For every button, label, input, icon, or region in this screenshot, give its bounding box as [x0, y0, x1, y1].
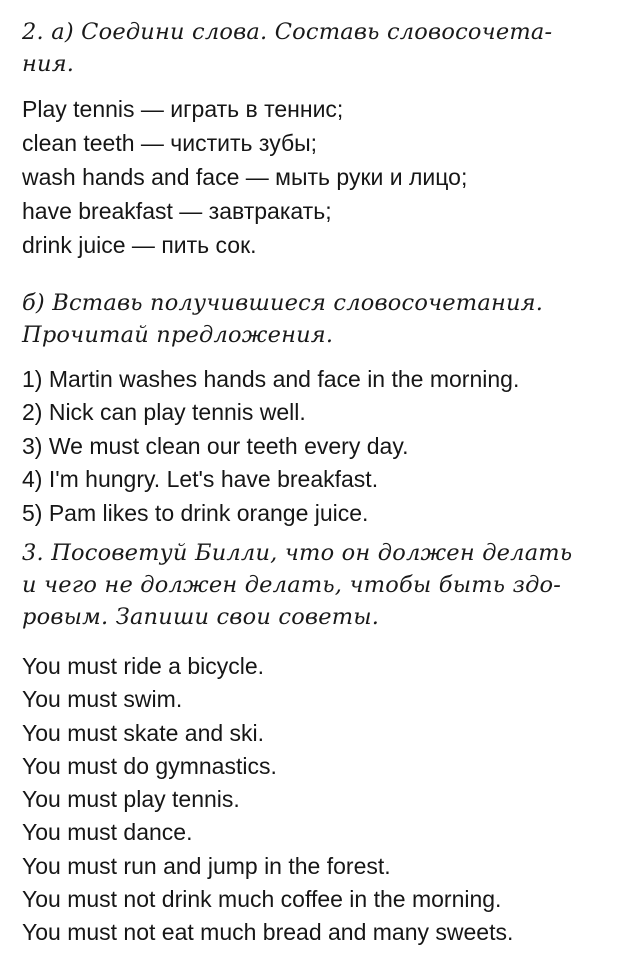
advice-item: You must dance. — [22, 819, 193, 846]
instruction-line: б) Вставь получившиеся словосочетания. — [22, 290, 544, 316]
advice-item: You must play tennis. — [22, 786, 240, 813]
exercise-2b-instruction — [22, 287, 622, 351]
phrase-item: have breakfast — завтракать; — [22, 198, 332, 224]
phrase-list — [22, 92, 634, 262]
advice-item: You must not eat much bread and many sweets. — [22, 919, 514, 946]
advice-item: You must ride a bicycle. — [22, 653, 265, 679]
instruction-line: и чего не должен делать, чтобы быть здо- — [22, 572, 562, 598]
phrase-item: Play tennis — играть в теннис; — [22, 96, 344, 122]
phrase-item: drink juice — пить сок. — [22, 232, 257, 258]
advice-item: You must run and jump in the forest. — [22, 852, 391, 879]
instruction-line: ния. — [22, 51, 75, 77]
instruction-line: 2. а) Соедини слова. Составь словосочета- — [22, 19, 553, 45]
sentence-item: 5) Pam likes to drink orange juice. — [22, 499, 369, 526]
sentence-item: 2) Nick can play tennis well. — [22, 399, 306, 426]
advice-list — [22, 650, 634, 950]
exercise-3-instruction — [22, 537, 622, 633]
advice-item: You must swim. — [22, 686, 183, 713]
advice-item: You must do gymnastics. — [22, 752, 277, 779]
advice-item: You must not drink much coffee in the morning. — [22, 886, 502, 913]
phrase-item: wash hands and face — мыть руки и лицо; — [22, 164, 468, 190]
instruction-line: ровым. Запиши свои советы. — [22, 604, 380, 630]
advice-item: You must skate and ski. — [22, 719, 265, 746]
sentence-list — [22, 363, 634, 530]
sentence-item: 1) Martin washes hands and face in the morning. — [22, 366, 520, 392]
exercise-2a-instruction — [22, 16, 622, 80]
sentence-item: 3) We must clean our teeth every day. — [22, 432, 409, 459]
instruction-line: Прочитай предложения. — [22, 322, 334, 348]
phrase-item: clean teeth — чистить зубы; — [22, 130, 318, 156]
sentence-item: 4) I'm hungry. Let's have breakfast. — [22, 466, 379, 493]
instruction-line: 3. Посоветуй Билли, что он должен делать — [22, 540, 573, 566]
